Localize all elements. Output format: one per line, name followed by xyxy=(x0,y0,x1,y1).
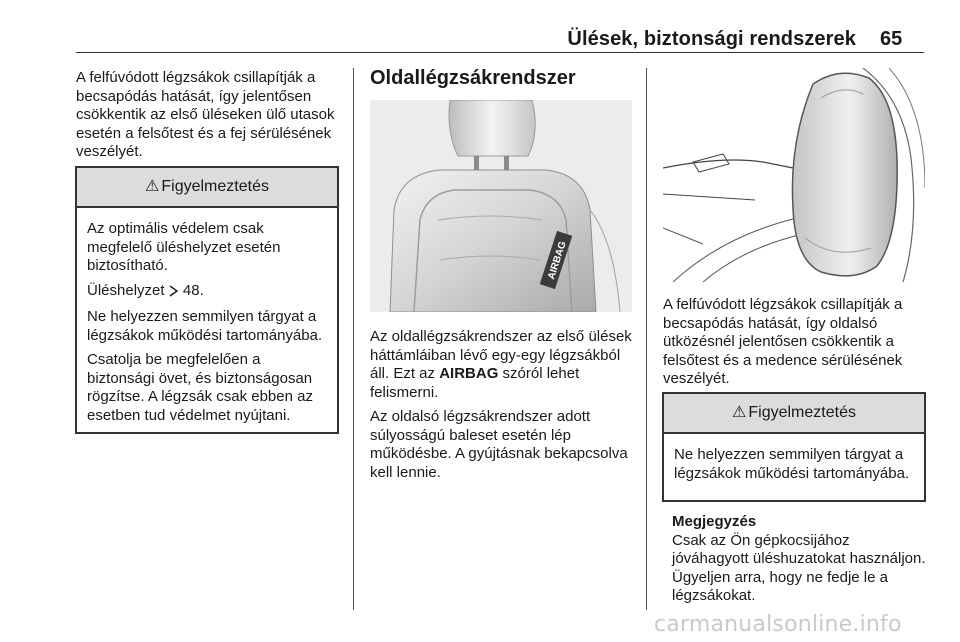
col3-warning-p1: Ne helyezzen semmilyen tárgyat a légzsákok működési tartományába. xyxy=(674,446,910,482)
col1-warning-p4: Csatolja be megfelelően a biztonsági övet, és biztonságosan rögzítse. A légzsák csak ebben az esetben tud védelmet nyújtani. xyxy=(87,351,313,424)
warning-triangle-icon: ⚠ xyxy=(732,404,747,421)
column-divider-1 xyxy=(353,68,354,610)
col1-warning-p1: Az optimális védelem csak megfelelő üléshelyzet esetén biztosítható. xyxy=(87,220,281,274)
col3-warning-header xyxy=(664,394,924,434)
page-header-title: Ülések, biztonsági rendszerek xyxy=(567,28,856,50)
column-divider-2 xyxy=(646,68,647,610)
col3-paragraph-1: A felfúvódott légzsákok csillapítják a becsapódás hatását, így oldalsó ütközésnél jelentősen csökkentik a felsőtest és a medence sérülésének veszélyét. xyxy=(663,296,903,387)
col1-warning-body xyxy=(77,208,337,439)
col1-warning-p3: Ne helyezzen semmilyen tárgyat a légzsákok működési tartományába. xyxy=(87,308,323,344)
page-reference-arrow-icon[interactable] xyxy=(169,284,179,303)
col2-text xyxy=(370,328,640,488)
col3-note xyxy=(672,513,926,606)
col3-text xyxy=(663,296,929,395)
side-airbag-figure xyxy=(663,68,925,282)
warning-triangle-icon: ⚠ xyxy=(145,178,160,195)
col3-warning-box xyxy=(662,392,926,502)
col3-warning-title: Figyelmeztetés xyxy=(748,404,856,421)
col1-warning-header xyxy=(77,168,337,208)
site-watermark: carmanualsonline.info xyxy=(654,612,902,637)
header-rule xyxy=(76,52,924,53)
col1-warning-title: Figyelmeztetés xyxy=(161,178,269,195)
col1-warning-box xyxy=(75,166,339,434)
section-title: Oldallégzsákrendszer xyxy=(370,67,576,89)
col2-p1-part-a: Az oldallégzsákrendszer az első ülések háttámláiban lévő egy-egy légzsákból áll. Ezt az xyxy=(370,328,632,382)
note-text: Csak az Ön gépkocsijához jóváhagyott üléshuzatokat használjon. Ügyeljen arra, hogy ne fedje le a légzsákokat. xyxy=(672,531,926,604)
col1-warning-p2 xyxy=(87,282,329,303)
col2-p1-part-b: szóról lehet felismerni. xyxy=(370,365,580,401)
col1-intro-paragraph: A felfúvódott légzsákok csillapítják a becsapódás hatását, így jelentősen csökkentik az első üléseken ülő utasok esetén a felsőtest és a fej sérülésének veszélyét. xyxy=(76,69,335,160)
col2-paragraph-2: Az oldalsó légzsákrendszer adott súlyosságú baleset esetén lép működésbe. A gyújtásnak bekapcsolva kell lennie. xyxy=(370,408,628,481)
page-number: 65 xyxy=(880,28,903,50)
col2-p1-airbag-bold: AIRBAG xyxy=(439,365,499,382)
note-title: Megjegyzés xyxy=(672,513,757,530)
seat-position-text: Üléshelyzet xyxy=(87,281,165,299)
col2-paragraph-1 xyxy=(370,328,640,402)
airbag-tag-label: AIRBAG xyxy=(546,240,569,281)
col3-warning-body xyxy=(664,434,924,497)
seat-position-page-ref[interactable]: 48. xyxy=(182,281,204,299)
seat-backrest-figure xyxy=(370,100,632,312)
col1-intro-text xyxy=(76,69,342,168)
